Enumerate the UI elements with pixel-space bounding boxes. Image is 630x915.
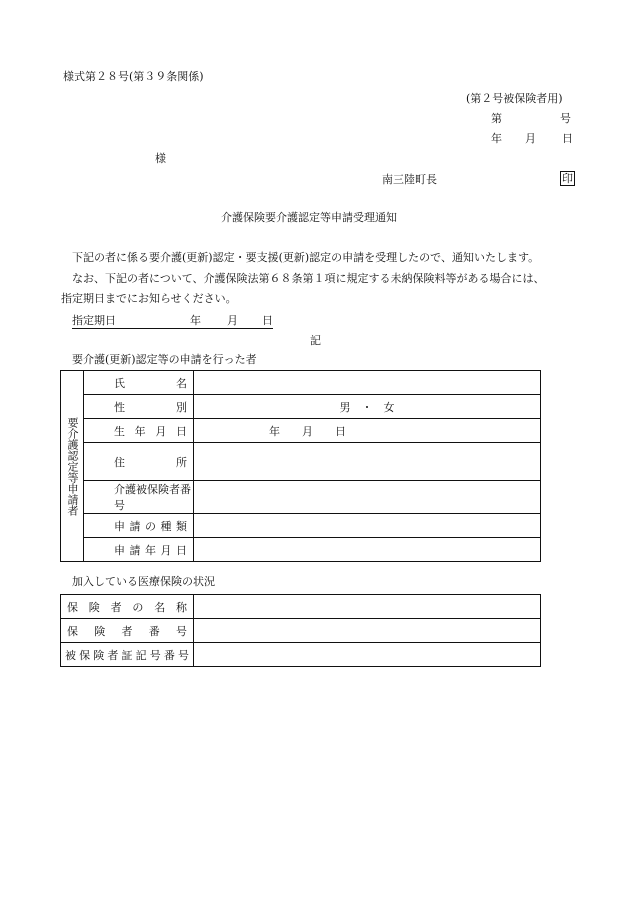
applicant-section-title: 要介護(更新)認定等の申請を行った者 xyxy=(72,353,257,366)
deadline-year: 年 xyxy=(190,314,201,327)
addressee-suffix: 様 xyxy=(155,152,166,165)
applicant-address-field[interactable] xyxy=(194,443,541,481)
number-go: 号 xyxy=(560,112,571,125)
applicant-table xyxy=(60,370,541,562)
insurer-name-field[interactable] xyxy=(194,595,541,619)
row-label-application-date: 申 請 年 月 日 xyxy=(84,538,194,562)
table-row xyxy=(61,619,541,643)
insurance-table xyxy=(60,594,541,667)
applicant-name-field[interactable] xyxy=(194,371,541,395)
ki-mark: 記 xyxy=(310,334,321,347)
table-row xyxy=(61,643,541,667)
row-label-insurer-name: 保 険 者 の 名 称 xyxy=(61,595,194,619)
insurer-number-field[interactable] xyxy=(194,619,541,643)
row-label-sex: 性 別 xyxy=(84,395,194,419)
deadline-day: 日 xyxy=(262,314,273,327)
table-row xyxy=(61,481,541,514)
date-month: 月 xyxy=(525,132,536,145)
form-number: 様式第２８号(第３９条関係) xyxy=(63,70,204,83)
deadline-month: 月 xyxy=(227,314,238,327)
body-paragraph-2-line-1: なお、下記の者について、介護保険法第６８条第１項に規定する未納保険料等がある場合には、 xyxy=(72,272,545,285)
application-date-field[interactable] xyxy=(194,538,541,562)
table-row xyxy=(61,371,541,395)
row-label-insurer-number: 保 険 者 番 号 xyxy=(61,619,194,643)
table-row xyxy=(61,443,541,481)
applicant-side-label: 要介護認定等申請者 xyxy=(61,371,84,562)
table-row xyxy=(61,395,541,419)
number-dai: 第 xyxy=(491,112,502,125)
table-row xyxy=(61,419,541,443)
date-day: 日 xyxy=(562,132,573,145)
table-row xyxy=(61,595,541,619)
insured-card-number-field[interactable] xyxy=(194,643,541,667)
row-label-name: 氏 名 xyxy=(84,371,194,395)
applicant-sex-field[interactable]: 男 ・ 女 xyxy=(194,395,541,419)
applicant-birthdate-field[interactable]: 年 月 日 xyxy=(194,419,541,443)
deadline-label: 指定期日 xyxy=(72,314,116,327)
row-label-application-type: 申 請 の 種 類 xyxy=(84,514,194,538)
document-title: 介護保険要介護認定等申請受理通知 xyxy=(221,211,397,224)
body-paragraph-2-line-2: 指定期日までにお知らせください。 xyxy=(61,292,237,305)
row-label-insured-number: 介護被保険者番号 xyxy=(84,481,194,514)
row-label-address: 住 所 xyxy=(84,443,194,481)
date-year: 年 xyxy=(491,132,502,145)
row-label-insured-card-number: 被 保 険 者 証 記 号 番 号 xyxy=(61,643,194,667)
insurance-section-title: 加入している医療保険の状況 xyxy=(72,575,215,588)
body-paragraph-1: 下記の者に係る要介護(更新)認定・要支援(更新)認定の申請を受理したので、通知いたします。 xyxy=(72,251,540,264)
table-row xyxy=(61,514,541,538)
application-type-field[interactable] xyxy=(194,514,541,538)
deadline-line xyxy=(72,314,273,329)
table-row xyxy=(61,538,541,562)
issuer-name: 南三陸町長 xyxy=(382,173,437,186)
applicant-insured-number-field[interactable] xyxy=(194,481,541,514)
row-label-birthdate: 生 年 月 日 xyxy=(84,419,194,443)
seal-mark: 印 xyxy=(562,172,573,185)
form-use-label: (第２号被保険者用) xyxy=(466,92,563,105)
